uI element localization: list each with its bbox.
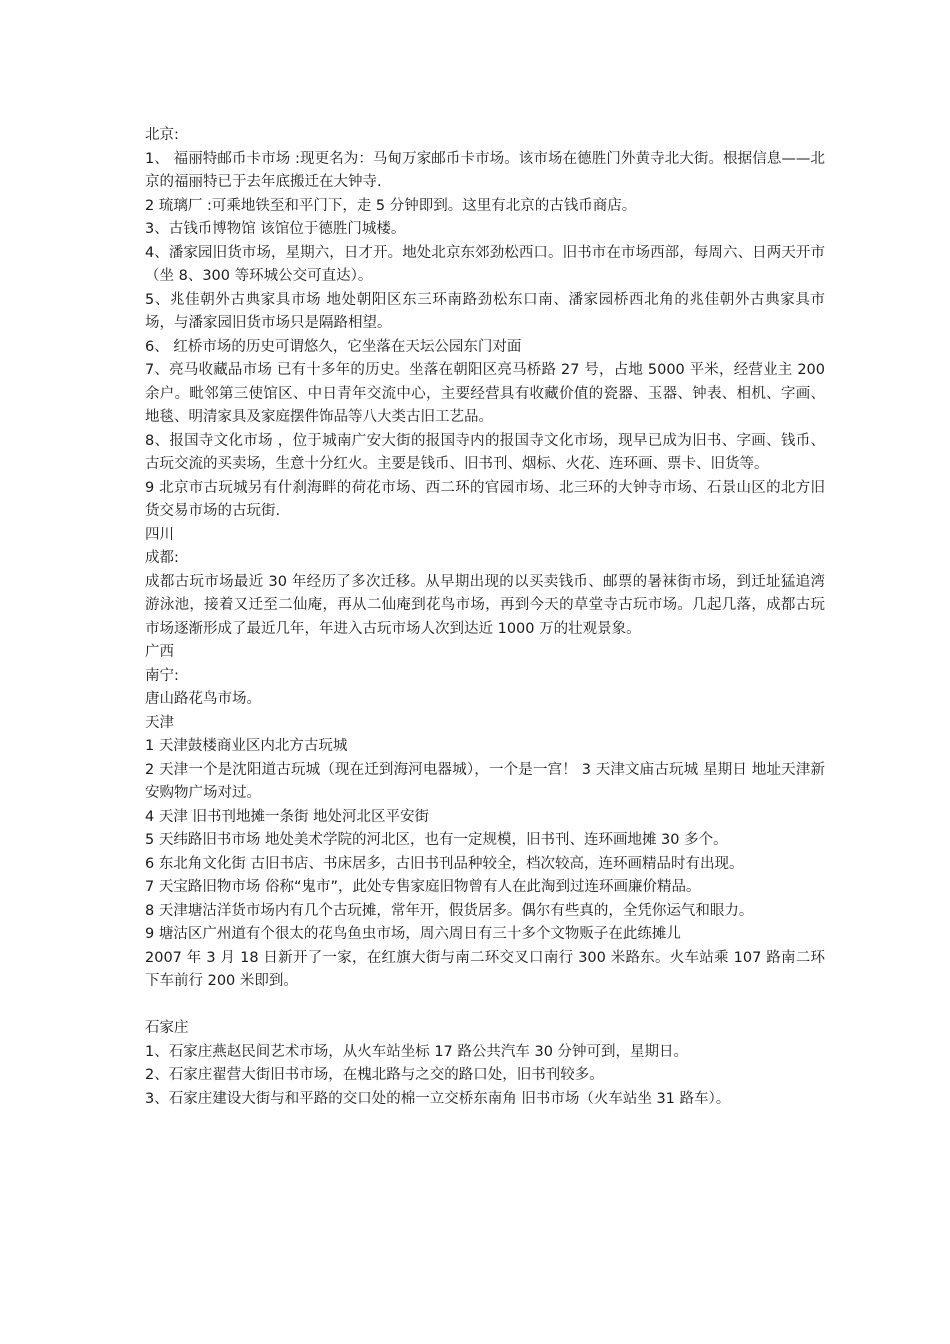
heading-chengdu: 成都: bbox=[145, 550, 179, 566]
document-body bbox=[145, 124, 825, 1111]
paragraph-shijiazhuang-2: 2、石家庄翟营大街旧书市场，在槐北路与之交的路口处，旧书刊较多。 bbox=[145, 1067, 604, 1083]
heading-tianjin: 天津 bbox=[145, 714, 174, 731]
paragraph-2007: 2007 年 3 月 18 日新开了一家，在红旗大街与南二环交叉口南行 300 米路东。火车站乘 107 路南二环下车前行 200 米即到。 bbox=[145, 949, 825, 989]
paragraph-beijing-9: 9 北京市古玩城另有什刹海畔的荷花市场、西二环的官园市场、北三环的大钟寺市场、石景山区的北方旧货交易市场的古玩街. bbox=[145, 479, 825, 519]
paragraph-beijing-6: 6、 红桥市场的历史可谓悠久，它坐落在天坛公园东门对面 bbox=[145, 338, 522, 355]
paragraph-tianjin-1: 1 天津鼓楼商业区内北方古玩城 bbox=[145, 738, 348, 754]
heading-beijing: 北京: bbox=[145, 127, 179, 143]
paragraph-tianjin-4: 4 天津 旧书刊地摊一条街 地处河北区平安街 bbox=[145, 808, 430, 825]
paragraph-beijing-2: 2 琉璃厂 :可乘地铁至和平门下，走 5 分钟即到。这里有北京的古钱币商店。 bbox=[145, 197, 637, 214]
blank-line bbox=[145, 994, 825, 1018]
paragraph-tianjin-9: 9 塘沽区广州道有个很太的花鸟鱼虫市场，周六周日有三十多个文物贩子在此练摊儿 bbox=[145, 926, 681, 942]
paragraph-tianjin-7: 7 天宝路旧物市场 俗称“鬼市”，此处专售家庭旧物曾有人在此淘到过连环画廉价精品。 bbox=[145, 879, 701, 895]
paragraph-beijing-7: 7、亮马收藏品市场 已有十多年的历史。坐落在朝阳区亮马桥路 27 号，占地 5000 平米，经营业主 200 余户。毗邻第三使馆区、中日青年交流中心，主要经营具有收藏价值的瓷器、玉器、钟表、相机、字画、地毯、明清家具及家庭摆件饰品等八大类古旧工艺品。 bbox=[145, 362, 825, 425]
paragraph-beijing-5: 5、兆佳朝外古典家具市场 地处朝阳区东三环南路劲松东口南、潘家园桥西北角的兆佳朝外古典家具市场，与潘家园旧货市场只是隔路相望。 bbox=[145, 291, 825, 331]
paragraph-tianjin-8: 8 天津塘沽洋货市场内有几个古玩摊，常年开，假货居多。偶尔有些真的，全凭你运气和眼力。 bbox=[145, 902, 754, 919]
paragraph-chengdu: 成都古玩市场最近 30 年经历了多次迁移。从早期出现的以买卖钱币、邮票的暑袜街市场，到迁址猛追湾游泳池，接着又迁至二仙庵，再从二仙庵到花鸟市场，再到今天的草堂寺古玩市场。几起几落，成都古玩市场逐渐形成了最近几年，年进入古玩市场人次到达近 1000 万的壮观景象。 bbox=[145, 573, 825, 637]
paragraph-shijiazhuang-1: 1、石家庄燕赵民间艺术市场，从火车站坐标 17 路公共汽车 30 分钟可到，星期日。 bbox=[145, 1043, 689, 1060]
paragraph-beijing-3: 3、古钱币博物馆 该馆位于德胜门城楼。 bbox=[145, 221, 406, 237]
paragraph-tianjin-2: 2 天津一个是沈阳道古玩城（现在迁到海河电器城），一个是一宫！ 3 天津文庙古玩城 星期日 地址天津新安购物广场对过。 bbox=[145, 761, 825, 801]
paragraph-tianjin-6: 6 东北角文化街 古旧书店、书床居多，古旧书刊品种较全，档次较高，连环画精品时有出现。 bbox=[145, 855, 744, 872]
paragraph-beijing-8: 8、报国寺文化市场 ，位于城南广安大街的报国寺内的报国寺文化市场，现早已成为旧书、字画、钱币、古玩交流的买卖场，生意十分红火。主要是钱币、旧书刊、烟标、火花、连环画、票卡、旧货等。 bbox=[145, 432, 825, 472]
heading-nanning: 南宁: bbox=[145, 667, 179, 684]
heading-guangxi: 广西 bbox=[145, 644, 174, 660]
paragraph-beijing-1: 1、 福丽特邮币卡市场 :现更名为：马甸万家邮币卡市场。该市场在德胜门外黄寺北大街。根据信息——北京的福丽特已于去年底搬迁在大钟寺. bbox=[145, 150, 825, 190]
paragraph-shijiazhuang-3: 3、石家庄建设大街与和平路的交口处的棉一立交桥东南角 旧书市场（火车站坐 31 路车）。 bbox=[145, 1090, 731, 1107]
paragraph-tianjin-5: 5 天纬路旧书市场 地处美术学院的河北区，也有一定规模，旧书刊、连环画地摊 30 多个。 bbox=[145, 832, 728, 848]
paragraph-beijing-4: 4、潘家园旧货市场，星期六，日才开。地处北京东郊劲松西口。旧书市在市场西部，每周六、日两天开市（坐 8、300 等环城公交可直达）。 bbox=[145, 244, 825, 284]
heading-sichuan: 四川 bbox=[145, 526, 174, 543]
heading-shijiazhuang: 石家庄 bbox=[145, 1020, 189, 1036]
paragraph-nanning: 唐山路花鸟市场。 bbox=[145, 691, 261, 707]
